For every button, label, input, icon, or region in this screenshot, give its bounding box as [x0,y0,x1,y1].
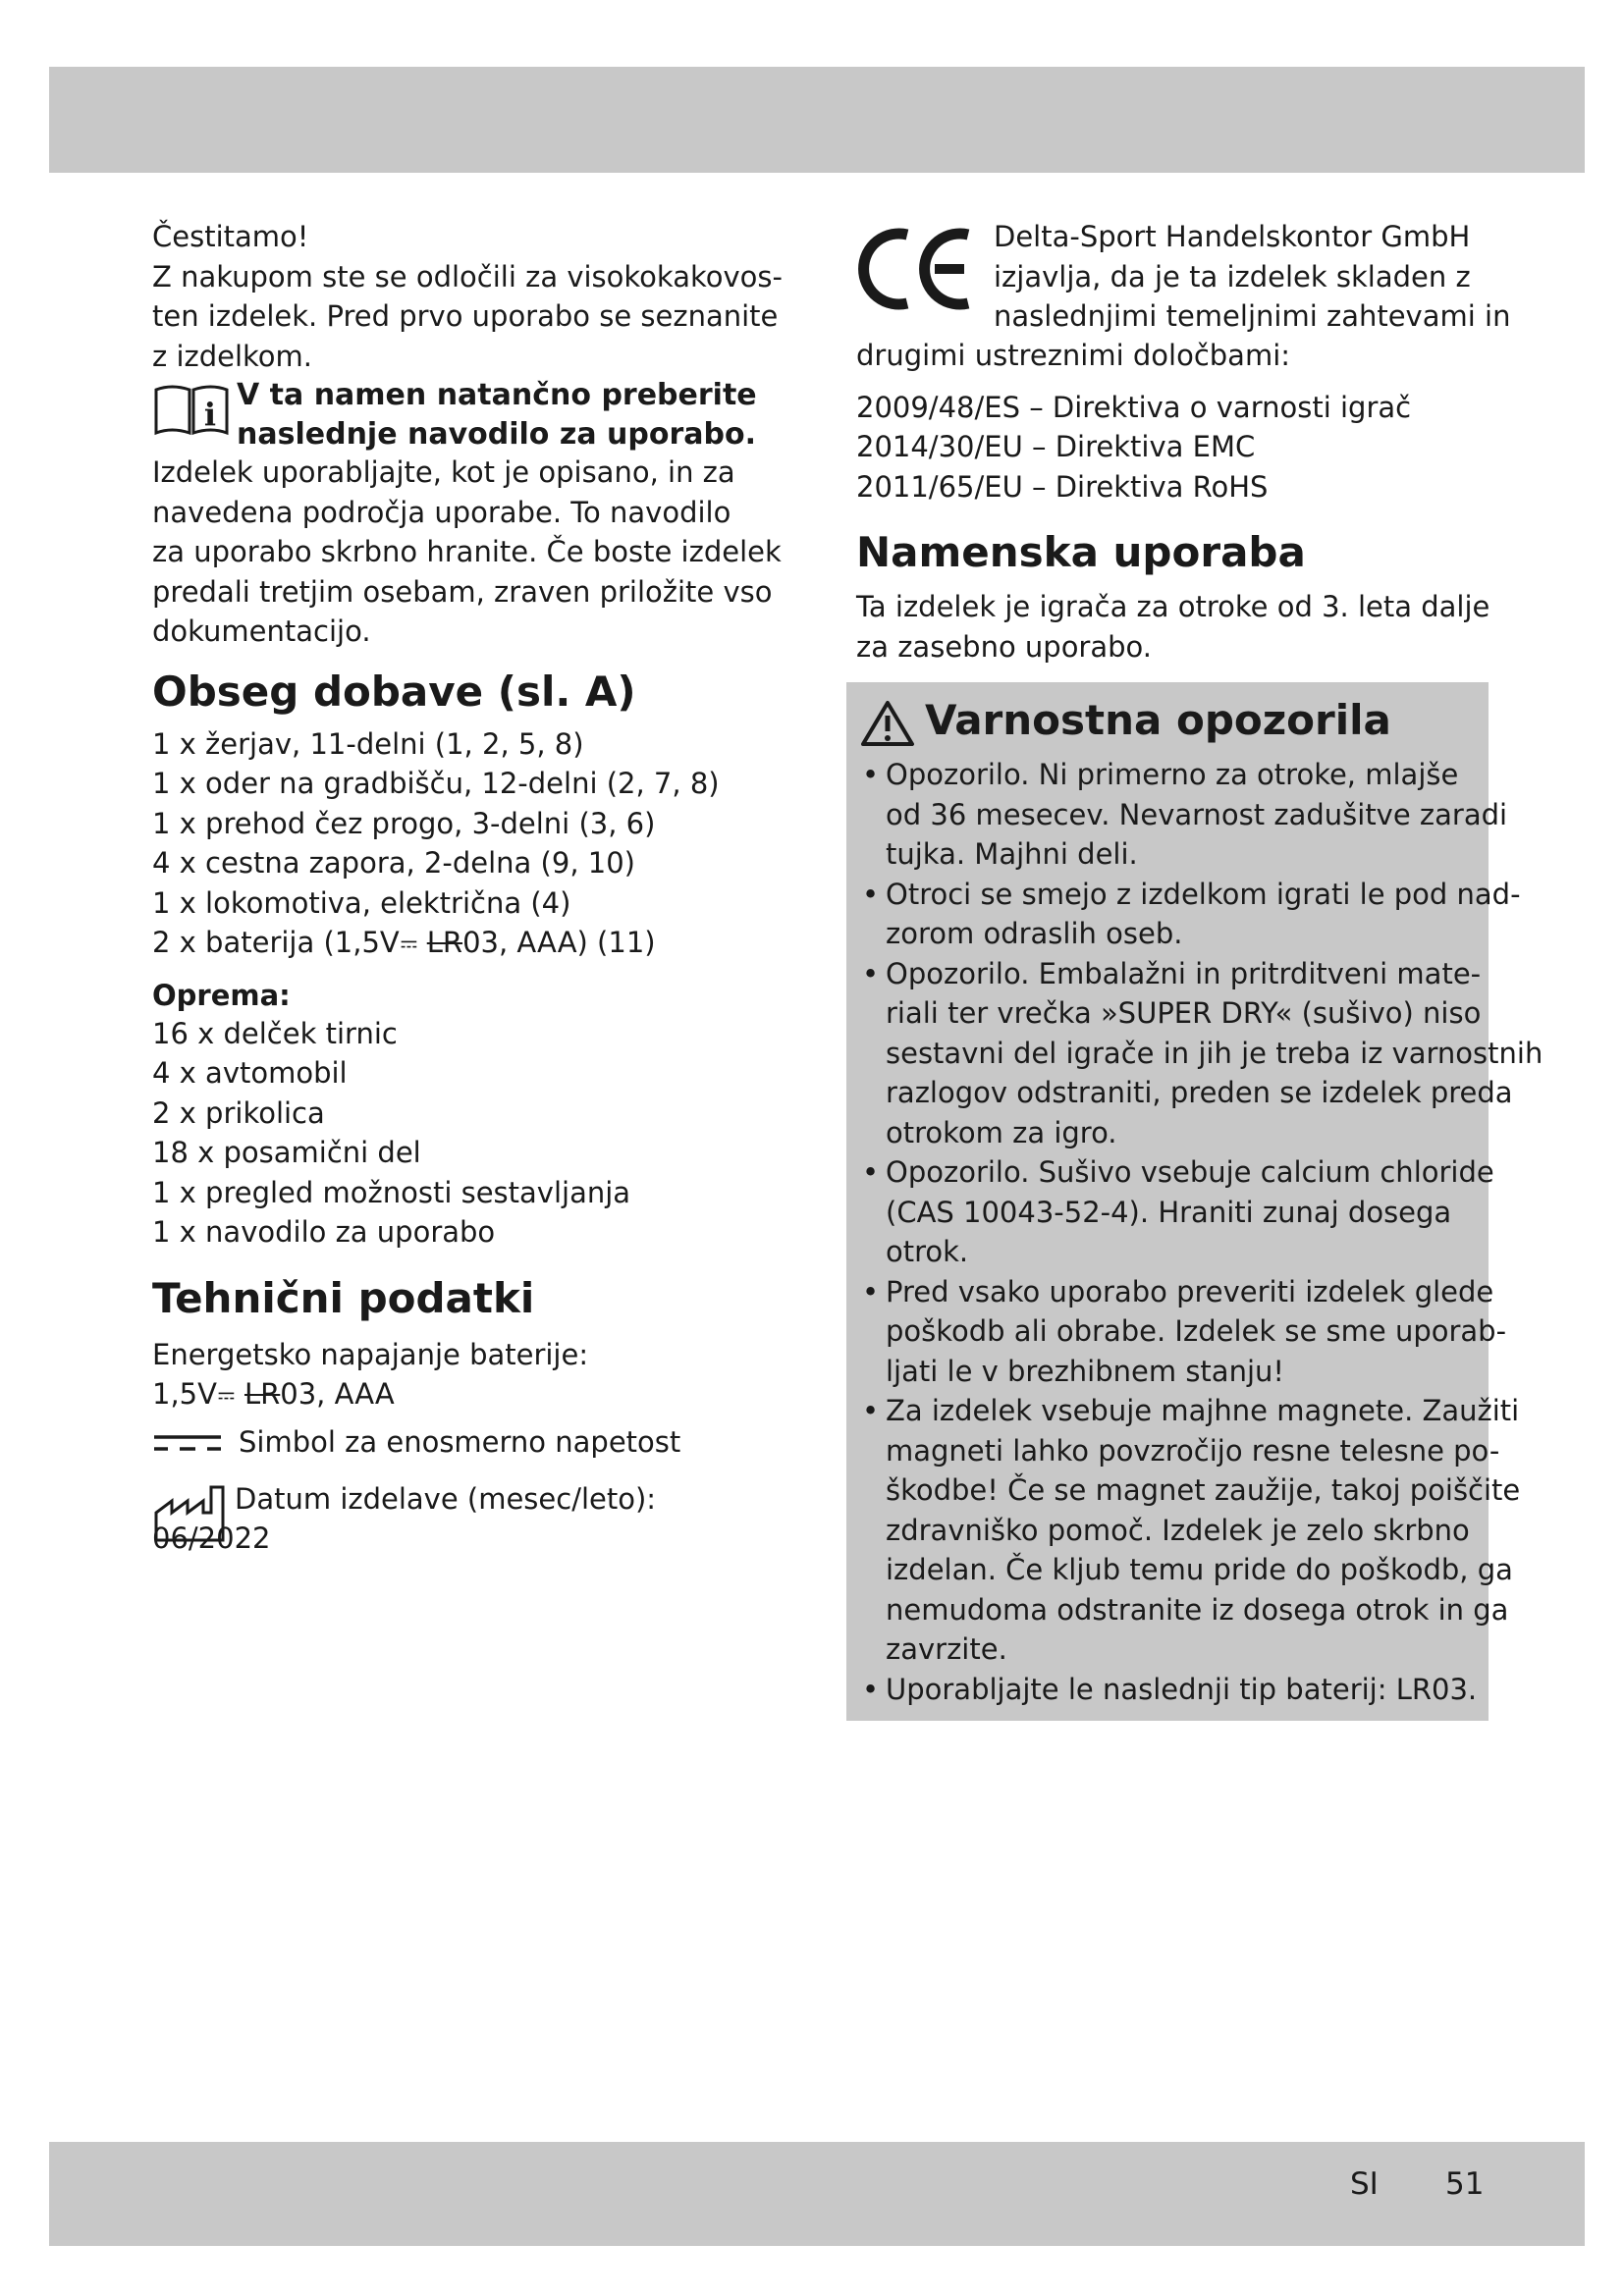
intro-line: Čestitamo! [152,220,309,253]
equipment-heading: Oprema: [152,978,291,1012]
warning-line: škodbe! Če se magnet zaužije, takoj poiščite [886,1473,1521,1507]
equipment-item: 2 x prikolica [152,1095,325,1130]
bullet: • [862,758,880,791]
equipment-item: 16 x delček tirnic [152,1016,398,1050]
dc-symbol-label: Simbol za enosmerno napetost [239,1424,681,1459]
warning-line: Uporabljajte le naslednji tip baterij: LR03. [886,1672,1478,1706]
footer-language-code: SI [1350,2166,1379,2202]
warnings-heading: Varnostna opozorila [925,696,1391,744]
tech-heading: Tehnični podatki [152,1273,535,1322]
dc-current-icon [218,1387,244,1405]
warning-line: Za izdelek vsebuje majhne magnete. Zaužiti [886,1394,1520,1427]
scope-item: 1 x žerjav, 11-delni (1, 2, 5, 8) [152,726,584,761]
manufacture-date-row [152,1479,761,1562]
dc-current-icon [401,935,426,953]
usage-line: Izdelek uporabljajte, kot je opisano, in za [152,455,735,489]
equipment-item: 1 x navodilo za uporabo [152,1215,496,1249]
read-instructions-notice [152,376,761,456]
safety-warnings-box [846,682,1543,1721]
tech-battery-post: 03, AAA [280,1377,395,1411]
battery-type-struck: LR [426,926,463,959]
dc-voltage-icon [152,1432,223,1454]
intro-line: Z nakupom ste se odločili za visokokakovos- [152,259,783,294]
warnings-list [856,755,1543,1709]
warning-line: od 36 mesecev. Nevarnost zadušitve zaradi [886,797,1508,831]
usage-line: navedena področja uporabe. To navodilo [152,495,731,529]
usage-line: za uporabo skrbno hranite. Če boste izdelek [152,535,782,568]
notice-line: V ta namen natančno preberite [237,378,757,412]
tech-supply: Energetsko napajanje baterije: [152,1337,589,1371]
warning-line: Opozorilo. Sušivo vsebuje calcium chloride [886,1155,1494,1189]
warning-line: Opozorilo. Ni primerno za otroke, mlajše [886,758,1459,791]
equipment-list [152,1014,761,1253]
warning-line: tujka. Majhni deli. [886,837,1138,871]
bullet: • [862,1155,880,1189]
warning-item [856,755,1508,875]
left-column [152,217,783,1562]
warning-line: Opozorilo. Embalažni in pritrditveni mate- [886,956,1482,990]
scope-list [152,724,761,963]
bullet: • [862,1274,880,1308]
warning-line: razlogov odstraniti, preden se izdelek preda [886,1076,1513,1109]
directive-item: 2009/48/ES – Direktiva o varnosti igrač [856,390,1412,424]
bullet: • [862,1394,880,1427]
equipment-item: 4 x avtomobil [152,1056,348,1090]
intended-use-heading: Namenska uporaba [856,528,1306,576]
warning-line: zdravniško pomoč. Izdelek je zelo skrbno [886,1513,1470,1547]
directive-item: 2014/30/EU – Direktiva EMC [856,430,1256,463]
equipment-item: 1 x pregled možnosti sestavljanja [152,1175,631,1209]
battery-text-pre: 2 x baterija (1,5V [152,926,400,959]
equipment-item: 18 x posamični del [152,1136,421,1169]
scope-item-battery [152,923,761,963]
usage-line: dokumentacijo. [152,614,371,648]
warning-item [856,954,1543,1153]
warning-line: poškodb ali obrabe. Izdelek se sme uporab- [886,1314,1507,1348]
warnings-title-row [856,694,1489,751]
usage-line: predali tretjim osebam, zraven priložite vso [152,574,773,609]
warning-line: (CAS 10043-52-4). Hraniti zunaj dosega [886,1195,1452,1229]
warning-line: otrokom za igro. [886,1115,1117,1149]
usage-text [152,453,782,652]
date-value: 06/2022 [152,1521,271,1555]
intro-line: z izdelkom. [152,339,312,373]
scope-item: 1 x lokomotiva, električna (4) [152,885,571,920]
warning-line: sestavni del igrače in jih je treba iz varnostnih [886,1036,1543,1070]
ce-mark-icon [856,225,978,313]
scope-heading: Obseg dobave (sl. A) [152,667,636,716]
scope-item: 1 x oder na gradbišču, 12-delni (2, 7, 8) [152,767,720,800]
dc-symbol-row [152,1422,761,1473]
intro-text [152,217,783,376]
bullet: • [862,956,880,990]
book-info-icon [152,382,231,437]
warning-line: ljati le v brezhibnem stanju! [886,1354,1285,1388]
ce-declaration [856,217,1511,336]
tech-data [152,1335,761,1415]
use-line: Ta izdelek je igrača za otroke od 3. leta dalje [856,590,1490,623]
directive-list [856,388,1494,507]
warning-item [856,1391,1521,1670]
warning-line: magneti lahko povzročijo resne telesne po- [886,1433,1500,1468]
page-number: 51 [1445,2166,1485,2202]
header-bar [49,67,1585,173]
warning-item [856,1272,1507,1392]
warning-line: izdelan. Če kljub temu pride do poškodb, ga [886,1553,1513,1586]
ce-line: Delta-Sport Handelskontor GmbH [994,220,1471,253]
bullet: • [862,1672,880,1706]
warning-line: Pred vsako uporabo preveriti izdelek glede [886,1274,1494,1308]
warning-line: Otroci se smejo z izdelkom igrati le pod nad- [886,877,1521,911]
scope-item: 1 x prehod čez progo, 3-delni (3, 6) [152,806,656,840]
right-column [856,217,1543,1721]
svg-text:i: i [203,396,217,433]
date-label: Datum izdelave (mesec/leto): [235,1481,657,1516]
ce-cont-line: drugimi ustreznimi določbami: [856,339,1291,372]
ce-line: izjavlja, da je ta izdelek skladen z [994,259,1471,294]
warning-line: zorom odraslih oseb. [886,917,1183,950]
tech-battery [152,1374,761,1415]
warning-item [856,875,1521,954]
warning-line: nemudoma odstranite iz dosega otrok in ga [886,1592,1509,1627]
warning-item [856,1152,1494,1272]
battery-text-post: 03, AAA) (11) [462,926,656,959]
scope-item: 4 x cestna zapora, 2-delna (9, 10) [152,846,635,880]
directive-item: 2011/65/EU – Direktiva RoHS [856,469,1269,504]
ce-line: naslednjimi temeljnimi zahtevami in [994,299,1511,333]
bullet: • [862,877,880,911]
battery-type-struck: LR [244,1377,281,1411]
intro-line: ten izdelek. Pred prvo uporabo se seznanite [152,299,779,333]
warning-line: otrok. [886,1235,969,1268]
ce-continuation [856,336,1494,376]
intended-use-text [856,587,1494,667]
tech-battery-pre: 1,5V [152,1377,217,1411]
use-line: za zasebno uporabo. [856,629,1152,664]
notice-line: naslednje navodilo za uporabo. [237,417,756,452]
warning-line: riali ter vrečka »SUPER DRY« (sušivo) niso [886,996,1482,1030]
warning-triangle-icon [860,700,915,747]
warning-item [856,1670,1489,1710]
warning-line: zavrzite. [886,1632,1007,1666]
